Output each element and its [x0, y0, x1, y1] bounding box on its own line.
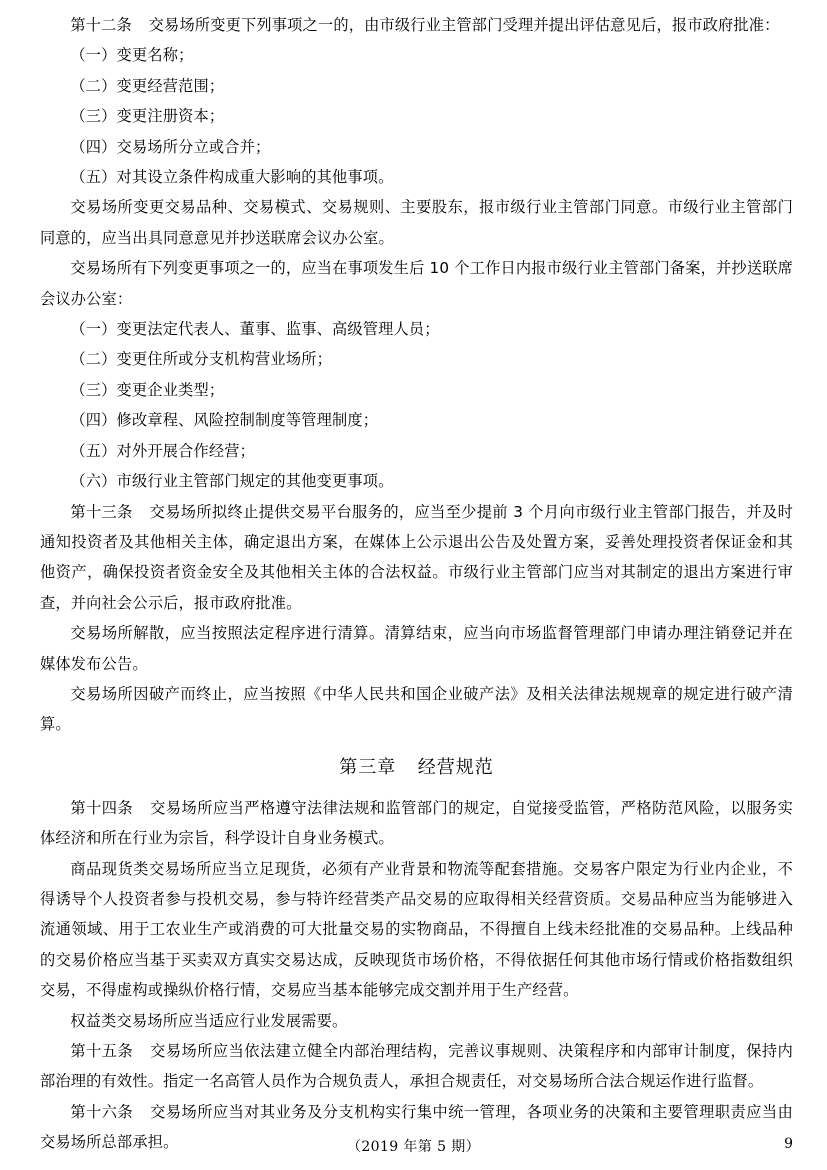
paragraph-article-12-lead: [40, 10, 793, 40]
footer-page-number: 9: [784, 1136, 793, 1152]
article-heading: 第十四条: [70, 798, 134, 817]
paragraph-article-13-lead: [40, 497, 793, 619]
list-item-text: （一）变更法定代表人、董事、监事、高级管理人员；: [70, 320, 440, 339]
list-item: [40, 71, 793, 101]
paragraph-text: 交易场所应当依法建立健全内部治理结构，完善议事规则、决策程序和内部审计制度，保持内部治理的有效性。指定一名高管人员作为合规负责人，承担合规责任，对交易场所合法合规运作进行监督。: [40, 1042, 793, 1091]
paragraph-article-12-para-3: [40, 253, 793, 314]
paragraph-article-15-lead: [40, 1036, 793, 1097]
paragraph-text: 交易场所应当对其业务及分支机构实行集中统一管理，各项业务的决策和主要管理职责应当由交易场所总部承担。: [40, 1102, 793, 1152]
list-item: [40, 40, 793, 70]
chapter-title: 经营规范: [417, 756, 494, 778]
paragraph-article-13-para-3: [40, 679, 793, 740]
list-item: [40, 344, 793, 374]
paragraph-text: 交易场所因破产而终止，应当按照《中华人民共和国企业破产法》及相关法律法规规章的规定进行破产清算。: [40, 684, 793, 734]
list-item-text: （四）交易场所分立或合并；: [70, 137, 271, 156]
list-item: [40, 466, 793, 496]
paragraph-text: 商品现货类交易场所应当立足现货，必须有产业背景和物流等配套措施。交易客户限定为行业内企业，不得诱导个人投资者参与投机交易，参与特许经营类产品交易的应取得相关经营资质。交易品种应当为能够进入流通领域、用于工农业生产或消费的可大批量交易的实物商品，不得擅自上线未经批准的交易品种。上线品种的交易价格应当基于买卖双方真实交易达成，反映现货市场价格，不得依据任何其他市场行情或价格指数组织交易，不得虚构或操纵价格行情，交易应当基本能够完成交割并用于生产经营。: [40, 859, 793, 1000]
chapter-number: 第三章: [339, 756, 397, 778]
list-item: [40, 375, 793, 405]
paragraph-text: 交易场所拟终止提供交易平台服务的，应当至少提前 3 个月向市级行业主管部门报告，并及时通知投资者及其他相关主体，确定退出方案，在媒体上公示退出公告及处置方案，妥善处理投资者保证金和其他资产，确保投资者资金安全及其他相关主体的合法权益。市级行业主管部门应当对其制定的退出方案进行审查，并向社会公示后，报市政府批准。: [40, 502, 793, 612]
paragraph-article-13-para-2: [40, 618, 793, 679]
list-item-text: （五）对其设立条件构成重大影响的其他事项。: [70, 168, 394, 187]
list-item-text: （三）变更企业类型；: [70, 380, 225, 399]
paragraph-article-12-para-2: [40, 192, 793, 253]
article-heading: 第十六条: [70, 1102, 134, 1121]
list-item-text: （三）变更注册资本；: [70, 107, 225, 126]
footer-issue: （2019 年第 5 期）: [346, 1139, 481, 1155]
paragraph-text: 交易场所应当严格遵守法律法规和监管部门的规定，自觉接受监管，严格防范风险，以服务实体经济和所在行业为宗旨，科学设计自身业务模式。: [40, 798, 793, 848]
paragraph-article-14-lead: [40, 793, 793, 854]
paragraph-text: 交易场所变更下列事项之一的，由市级行业主管部门受理并提出评估意见后，报市政府批准：: [148, 16, 780, 34]
chapter-heading: [40, 753, 793, 783]
paragraph-text: 权益类交易场所应当适应行业发展需要。: [70, 1011, 348, 1030]
paragraph-text: 交易场所有下列变更事项之一的，应当在事项发生后 10 个工作日内报市级行业主管部门备案，并抄送联席会议办公室：: [40, 259, 793, 308]
list-item: [40, 162, 793, 192]
article-heading: 第十二条: [70, 16, 132, 34]
paragraph-article-14-para-2: [40, 854, 793, 1006]
list-item-text: （一）变更名称；: [70, 46, 194, 65]
list-item-text: （六）市级行业主管部门规定的其他变更事项。: [70, 472, 394, 491]
paragraph-text: 交易场所解散，应当按照法定程序进行清算。清算结束，应当向市场监督管理部门申请办理注销登记并在媒体发布公告。: [40, 624, 793, 673]
list-item-text: （五）对外开展合作经营；: [70, 441, 256, 460]
list-item: [40, 132, 793, 162]
paragraph-text: 交易场所变更交易品种、交易模式、交易规则、主要股东，报市级行业主管部门同意。市级行业主管部门同意的，应当出具同意意见并抄送联席会议办公室。: [40, 198, 793, 247]
list-item: [40, 101, 793, 131]
list-item: [40, 314, 793, 344]
document-body: [40, 10, 793, 1158]
page-footer: [0, 1136, 827, 1158]
list-item: [40, 405, 793, 435]
article-heading: 第十五条: [70, 1042, 134, 1060]
article-heading: 第十三条: [70, 502, 133, 521]
list-item-text: （四）修改章程、风险控制制度等管理制度；: [70, 411, 379, 430]
list-item: [40, 436, 793, 466]
list-item-text: （二）变更经营范围；: [70, 76, 225, 95]
paragraph-article-14-para-3: [40, 1006, 793, 1036]
list-item-text: （二）变更住所或分支机构营业场所；: [70, 350, 332, 369]
